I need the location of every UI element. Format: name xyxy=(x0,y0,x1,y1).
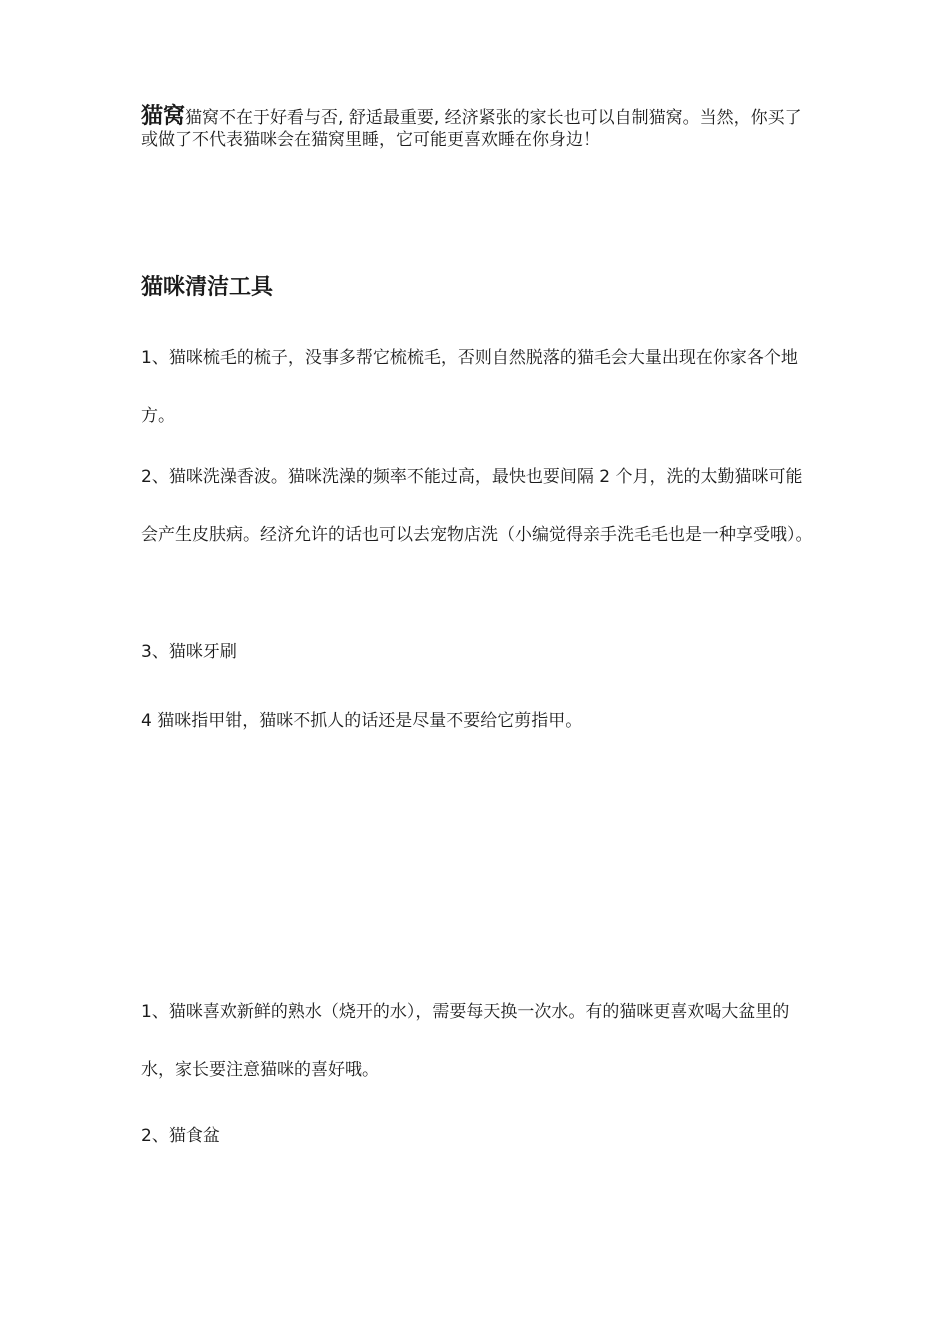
paragraph-shampoo: 2、猫咪洗澡香波。猫咪洗澡的频率不能过高，最快也要间隔 2 个月，洗的太勤猫咪可能会产生皮肤病。经济允许的话也可以去宠物店洗（小编觉得亲手洗毛毛也是一种享受哦）。 xyxy=(141,467,813,545)
paragraph-comb: 1、猫咪梳毛的梳子，没事多帮它梳梳毛，否则自然脱落的猫毛会大量出现在你家各个地方。 xyxy=(141,348,798,426)
intro-paragraph xyxy=(141,106,813,151)
paragraph-food-bowl: 2、猫食盆 xyxy=(141,1126,220,1146)
paragraph-nail-clipper: 4 猫咪指甲钳，猫咪不抓人的话还是尽量不要给它剪指甲。 xyxy=(141,711,583,731)
paragraph-toothbrush: 3、猫咪牙刷 xyxy=(141,642,237,662)
section-title: 猫咪清洁工具 xyxy=(141,275,274,300)
intro-text: 猫窝不在于好看与否, 舒适最重要, 经济紧张的家长也可以自制猫窝。当然，你买了或做了不代表猫咪会在猫窝里睡，它可能更喜欢睡在你身边！ xyxy=(141,108,802,150)
intro-lead-title: 猫窝 xyxy=(141,104,186,129)
paragraph-water: 1、猫咪喜欢新鲜的熟水（烧开的水），需要每天换一次水。有的猫咪更喜欢喝大盆里的水，家长要注意猫咪的喜好哦。 xyxy=(141,1002,790,1080)
